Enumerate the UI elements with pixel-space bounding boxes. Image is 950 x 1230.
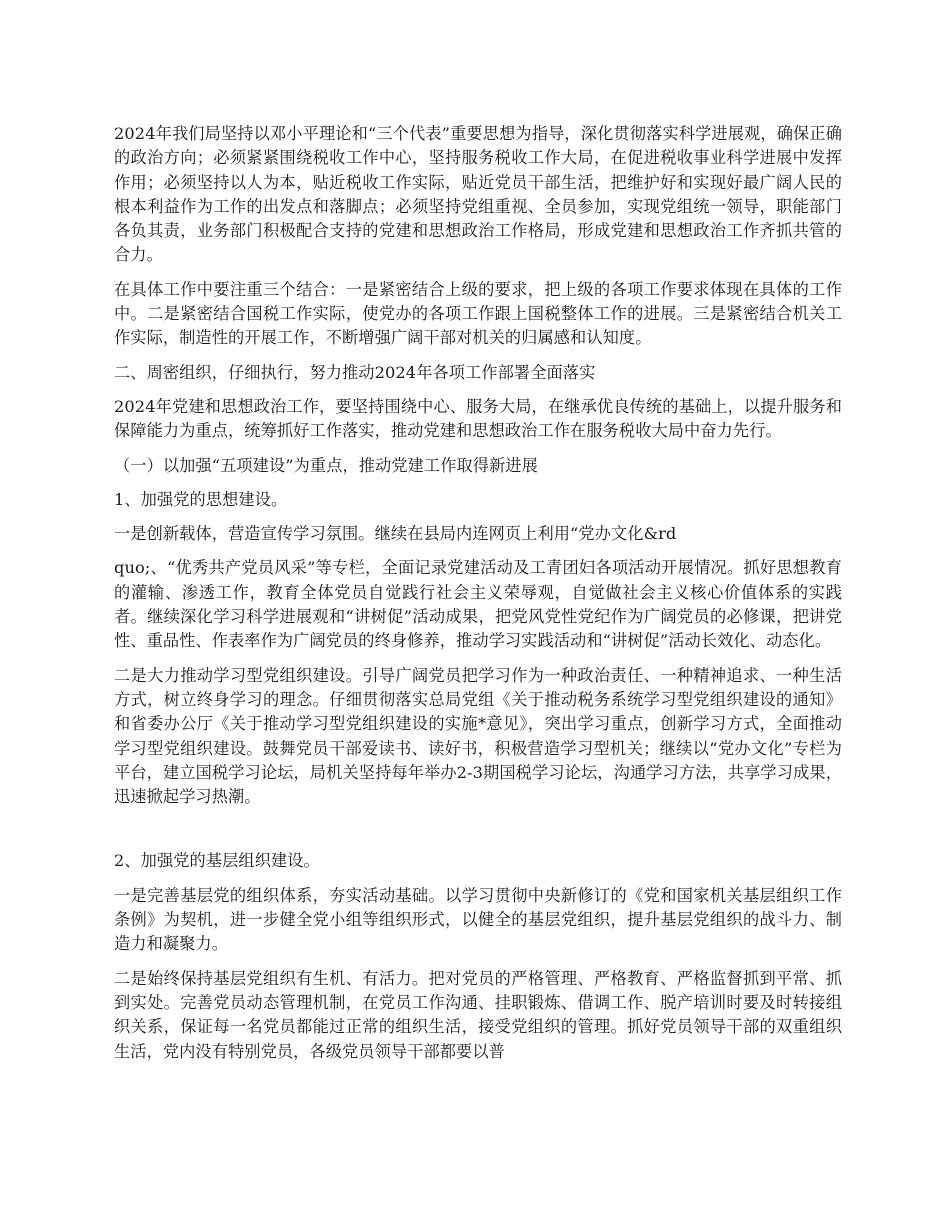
item-heading-2: 2、加强党的基层组织建设。 bbox=[114, 851, 320, 871]
paragraph-intro: 2024年我们局坚持以邓小平理论和“三个代表”重要思想为指导，深化贯彻落实科学进展观，确保正确的政治方向；必须紧紧围绕税收工作中心，坚持服务税收工作大局，在促进税收事业科学进展中发挥作用；必须坚持以人为本，贴近税收工作实际，贴近党员干部生活，把维护好和实现好最广阔人民的根本利益作为工作的出发点和落脚点；必须坚持党组重视、全员参加，实现党组统一领导，职能部门各负其责，业务部门积极配合支持的党建和思想政治工作格局，形成党建和思想政治工作齐抓共管的合力。 bbox=[114, 124, 842, 265]
paragraph-innovation-carrier-cont: quo;、“优秀共产党员风采”等专栏，全面记录党建活动及工青团妇各项活动开展情况。抓好思想教育的灌输、渗透工作，教育全体党员自觉践行社会主义荣辱观，自觉做社会主义核心价值体系的实践者。继续深化学习科学进展观和“讲树促”活动成果，把党风党性党纪作为广阔党员的必修课，把讲党性、重品性、作表率作为广阔党员的终身修养，推动学习实践活动和“讲树促”活动长效化、动态化。 bbox=[114, 558, 842, 651]
paragraph-2024-work: 2024年党建和思想政治工作，要坚持围绕中心、服务大局，在继承优良传统的基础上，以提升服务和保障能力为重点，统筹抓好工作落实，推动党建和思想政治工作在服务税收大局中奋力先行。 bbox=[114, 396, 842, 441]
paragraph-grassroots-vitality: 二是始终保持基层党组织有生机、有活力。把对党员的严格管理、严格教育、严格监督抓到平常、抓到实处。完善党员动态管理机制，在党员工作沟通、挂职锻炼、借调工作、脱产培训时要及时转接组织关系，保证每一名党员都能过正常的组织生活，接受党组织的管理。抓好党员领导干部的双重组织生活，党内没有特别党员，各级党员领导干部都要以普 bbox=[114, 968, 842, 1061]
section-heading-2: 二、周密组织，仔细执行，努力推动2024年各项工作部署全面落实 bbox=[114, 362, 596, 382]
paragraph-learning-party: 二是大力推动学习型党组织建设。引导广阔党员把学习作为一种政治责任、一种精神追求、一种生活方式，树立终身学习的理念。仔细贯彻落实总局党组《关于推动税务系统学习型党组织建设的通知》和省委办公厅《关于推动学习型党组织建设的实施*意见》，突出学习重点，创新学习方式，全面推动学习型党组织建设。鼓舞党员干部爱读书、读好书，积极营造学习型机关；继续以“党办文化”专栏为平台，建立国税学习论坛，局机关坚持每年举办2-3期国税学习论坛，沟通学习方法，共享学习成果，迅速掀起学习热潮。 bbox=[114, 665, 842, 807]
paragraph-innovation-carrier: 一是创新载体，营造宣传学习氛围。继续在县局内连网页上利用“党办文化&rd bbox=[114, 524, 677, 544]
document-body bbox=[114, 122, 842, 1074]
subsection-heading-1: （一）以加强“五项建设”为重点，推动党建工作取得新进展 bbox=[114, 455, 538, 475]
paragraph-three-combinations: 在具体工作中要注重三个结合：一是紧密结合上级的要求，把上级的各项工作要求体现在具体的工作中。二是紧密结合国税工作实际，使党办的各项工作跟上国税整体工作的进展。三是紧密结合机关工作实际，制造性的开展工作，不断增强广阔干部对机关的归属感和认知度。 bbox=[114, 279, 842, 348]
paragraph-grassroots-system: 一是完善基层党的组织体系，夯实活动基础。以学习贯彻中央新修订的《党和国家机关基层组织工作条例》为契机，进一步健全党小组等组织形式，以健全的基层党组织，提升基层党组织的战斗力、制造力和凝聚力。 bbox=[114, 885, 842, 954]
item-heading-1: 1、加强党的思想建设。 bbox=[114, 489, 288, 509]
spacer bbox=[114, 819, 842, 849]
